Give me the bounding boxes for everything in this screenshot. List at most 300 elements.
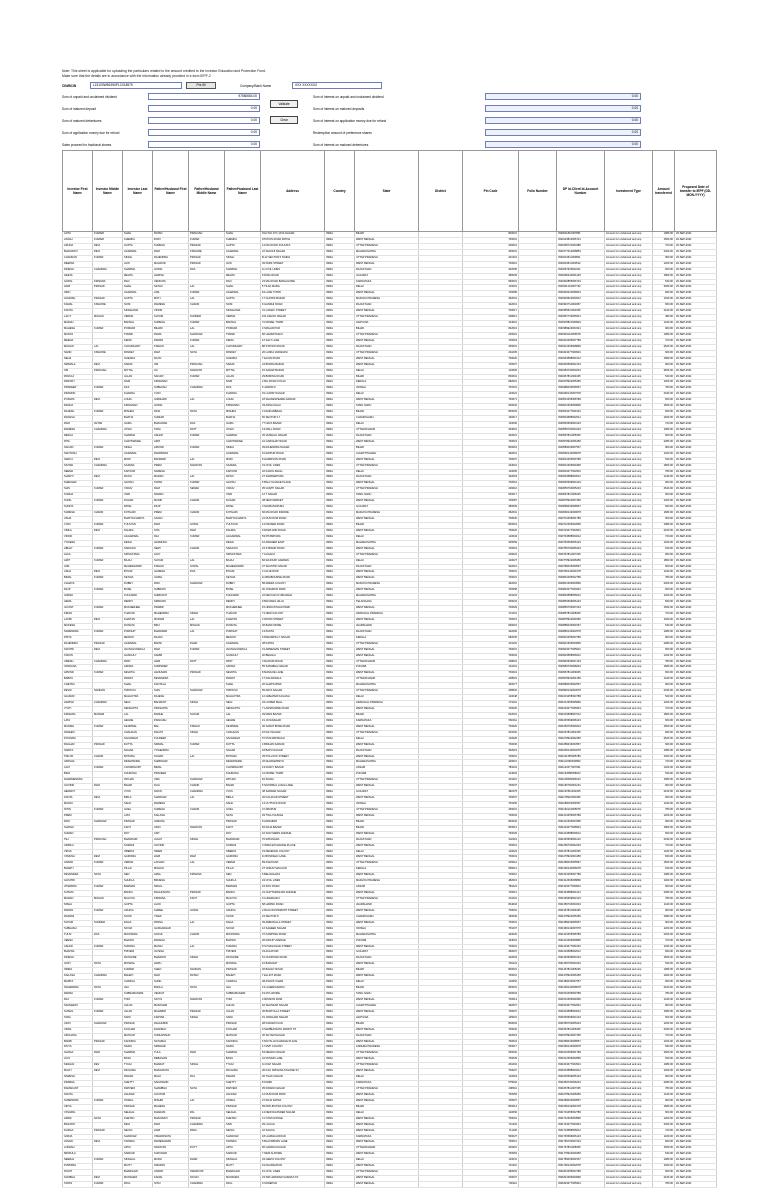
table-cell[interactable]: SHETTY: [225, 1081, 261, 1087]
table-cell[interactable]: IN30290244001245: [557, 273, 605, 279]
table-cell[interactable]: INDIA: [325, 522, 355, 528]
table-cell[interactable]: INDIA: [325, 469, 355, 475]
table-cell[interactable]: 72 MODEL TOWN: [261, 321, 325, 327]
table-cell[interactable]: 452001: [463, 297, 519, 303]
table-cell[interactable]: INDIA: [325, 879, 355, 885]
table-cell[interactable]: Amount for unclaimed and unp: [605, 243, 653, 249]
table-cell[interactable]: 45 AMRATALLA STREET: [261, 920, 325, 926]
table-cell[interactable]: 7 ELLIOT ROAD: [261, 974, 325, 980]
table-cell[interactable]: BHAGIRATH: [153, 1069, 189, 1075]
table-cell[interactable]: 1800.00: [653, 712, 675, 718]
table-cell[interactable]: Amount for unclaimed and unp: [605, 1098, 653, 1104]
table-cell[interactable]: 400069: [463, 540, 519, 546]
table-cell[interactable]: ANIL: [153, 291, 189, 297]
table-cell[interactable]: KEJRIWAL: [123, 724, 153, 730]
table-cell[interactable]: IN30678922007456: [557, 499, 605, 505]
table-cell[interactable]: RAMESHWAR: [153, 1140, 189, 1146]
table-cell[interactable]: INDIA: [325, 309, 355, 315]
table-cell[interactable]: Amount for unclaimed and unp: [605, 1087, 653, 1093]
table-cell[interactable]: ODISHA: [355, 926, 419, 932]
table-cell[interactable]: PATHAK: [225, 778, 261, 784]
table-cell[interactable]: Amount for unclaimed and unp: [605, 267, 653, 273]
table-cell[interactable]: Amount for unclaimed and unp: [605, 522, 653, 528]
table-cell[interactable]: WEST BENGAL: [355, 481, 419, 487]
table-cell[interactable]: 2 RAJA WOODMUNT STREET: [261, 908, 325, 914]
table-cell[interactable]: RAJESH: [153, 695, 189, 701]
table-cell[interactable]: IN31190144005678: [557, 807, 605, 813]
table-cell[interactable]: CHOUDHARY: [123, 344, 153, 350]
table-cell[interactable]: BIHAR: [355, 712, 419, 718]
table-cell[interactable]: MAHARASHTRA: [355, 683, 419, 689]
table-cell[interactable]: Amount for unclaimed and unp: [605, 724, 653, 730]
table-cell[interactable]: Amount for unclaimed and unp: [605, 766, 653, 772]
table-cell[interactable]: UTTAR PRADESH: [355, 463, 419, 469]
table-cell[interactable]: INDIA: [325, 790, 355, 796]
table-cell[interactable]: CHAND: [189, 784, 225, 790]
table-cell[interactable]: AJITA: [63, 232, 93, 238]
table-cell[interactable]: 1920.00: [653, 416, 675, 422]
table-cell[interactable]: 462016: [463, 582, 519, 588]
table-cell[interactable]: THAKUR: [225, 612, 261, 618]
table-cell[interactable]: IN31656700006234: [557, 1081, 605, 1087]
table-cell[interactable]: RAJASTHAN: [355, 475, 419, 481]
table-cell[interactable]: SAINI: [123, 1015, 153, 1021]
table-cell[interactable]: DUBEY: [123, 582, 153, 588]
table-cell[interactable]: 20-SEP-2021: [675, 1182, 717, 1188]
table-cell[interactable]: 5 BLACKBURN LANE: [261, 1140, 325, 1146]
table-cell[interactable]: KUMAR: [93, 766, 123, 772]
table-cell[interactable]: 20-SEP-2021: [675, 641, 717, 647]
table-cell[interactable]: INDIA: [325, 1170, 355, 1176]
table-cell[interactable]: NAIDU: [225, 1045, 261, 1051]
table-cell[interactable]: KOCHAR: [123, 1027, 153, 1033]
table-cell[interactable]: KULDEEP: [153, 736, 189, 742]
table-cell[interactable]: CHHATTISGARH: [355, 1003, 419, 1009]
table-cell[interactable]: 20-SEP-2021: [675, 463, 717, 469]
table-cell[interactable]: DELHI: [355, 558, 419, 564]
table-cell[interactable]: 20-SEP-2021: [675, 237, 717, 243]
table-cell[interactable]: 20-SEP-2021: [675, 249, 717, 255]
table-cell[interactable]: 2520.00: [653, 736, 675, 742]
table-cell[interactable]: NAIR: [123, 380, 153, 386]
table-cell[interactable]: IN30434588001012: [557, 356, 605, 362]
table-cell[interactable]: SANGEETA: [63, 1003, 93, 1009]
table-cell[interactable]: LAL: [189, 285, 225, 291]
table-cell[interactable]: INDIA: [325, 855, 355, 861]
table-cell[interactable]: KUMAR: [189, 291, 225, 297]
table-cell[interactable]: IN30934588006012: [557, 653, 605, 659]
table-cell[interactable]: SINHA: [123, 445, 153, 451]
table-cell[interactable]: VIMLA: [63, 528, 93, 534]
table-cell[interactable]: Amount for unclaimed and unp: [605, 398, 653, 404]
table-cell[interactable]: NARAYAN: [189, 825, 225, 831]
table-cell[interactable]: 1080.00: [653, 1158, 675, 1164]
table-cell[interactable]: WEST BENGAL: [355, 908, 419, 914]
table-cell[interactable]: 27 SARDARPURA: [261, 475, 325, 481]
table-cell[interactable]: INDIA: [325, 712, 355, 718]
table-cell[interactable]: 8 HARRISON ROAD: [261, 457, 325, 463]
table-cell[interactable]: Amount for unclaimed and unp: [605, 1116, 653, 1122]
table-cell[interactable]: WEST BENGAL: [355, 796, 419, 802]
table-cell[interactable]: 30 JODHPUR PARK: [261, 588, 325, 594]
table-cell[interactable]: VIJAY: [63, 522, 93, 528]
table-cell[interactable]: 1800.00: [653, 463, 675, 469]
table-cell[interactable]: JHUNJHUNWALA: [123, 647, 153, 653]
table-cell[interactable]: 20-SEP-2021: [675, 736, 717, 742]
table-cell[interactable]: 42 KAROL BAGH: [261, 469, 325, 475]
table-cell[interactable]: IN30123810006721: [557, 237, 605, 243]
table-cell[interactable]: IN30534588002012: [557, 416, 605, 422]
table-cell[interactable]: TULSYAN: [225, 522, 261, 528]
table-cell[interactable]: Amount for unclaimed and unp: [605, 742, 653, 748]
table-cell[interactable]: 800001: [463, 374, 519, 380]
table-cell[interactable]: YOGESH: [63, 540, 93, 546]
table-cell[interactable]: 540.00: [653, 772, 675, 778]
table-cell[interactable]: 20-SEP-2021: [675, 718, 717, 724]
table-cell[interactable]: 20-SEP-2021: [675, 873, 717, 879]
table-cell[interactable]: DINESH: [63, 956, 93, 962]
table-cell[interactable]: 840.00: [653, 1045, 675, 1051]
table-cell[interactable]: GANGULY: [225, 653, 261, 659]
table-cell[interactable]: MITTAL: [123, 368, 153, 374]
table-cell[interactable]: 20-SEP-2021: [675, 475, 717, 481]
table-cell[interactable]: MAHARASHTRA: [355, 249, 419, 255]
table-cell[interactable]: LOHIA: [225, 398, 261, 404]
table-cell[interactable]: SUDHA: [63, 493, 93, 499]
table-cell[interactable]: 20-SEP-2021: [675, 380, 717, 386]
table-cell[interactable]: 20-SEP-2021: [675, 617, 717, 623]
table-cell[interactable]: 600.00: [653, 588, 675, 594]
table-cell[interactable]: ASHA: [63, 570, 93, 576]
table-cell[interactable]: IN30355511002345: [557, 309, 605, 315]
table-cell[interactable]: 900.00: [653, 1003, 675, 1009]
table-cell[interactable]: CHANDRA: [93, 267, 123, 273]
table-cell[interactable]: SAXENA: [225, 463, 261, 469]
table-cell[interactable]: KOTHARI: [123, 511, 153, 517]
table-cell[interactable]: JALAN: [225, 374, 261, 380]
table-cell[interactable]: NARAYAN: [189, 368, 225, 374]
table-cell[interactable]: 110001: [463, 285, 519, 291]
table-cell[interactable]: DAS: [123, 386, 153, 392]
table-cell[interactable]: 20-SEP-2021: [675, 1128, 717, 1134]
table-cell[interactable]: 25 POLLOCK STREET: [261, 754, 325, 760]
table-cell[interactable]: HARI: [153, 1128, 189, 1134]
table-cell[interactable]: KEJRIWAL: [225, 724, 261, 730]
table-cell[interactable]: DUTTA: [123, 742, 153, 748]
table-cell[interactable]: INDIA: [325, 861, 355, 867]
table-cell[interactable]: 812001: [463, 712, 519, 718]
table-cell[interactable]: 20-SEP-2021: [675, 1045, 717, 1051]
table-cell[interactable]: Amount for unclaimed and unp: [605, 1027, 653, 1033]
table-cell[interactable]: SHASHI: [63, 825, 93, 831]
table-cell[interactable]: PRASAD: [93, 285, 123, 291]
table-cell[interactable]: INDIA: [325, 558, 355, 564]
table-cell[interactable]: Amount for unclaimed and unp: [605, 261, 653, 267]
table-cell[interactable]: 380009: [463, 505, 519, 511]
table-cell[interactable]: DESAI: [225, 540, 261, 546]
table-cell[interactable]: 342003: [463, 475, 519, 481]
table-cell[interactable]: INDIA: [325, 582, 355, 588]
table-cell[interactable]: Amount for unclaimed and unp: [605, 849, 653, 855]
table-cell[interactable]: 20-SEP-2021: [675, 1069, 717, 1075]
table-cell[interactable]: IN31101255005789: [557, 754, 605, 760]
table-cell[interactable]: 780.00: [653, 1087, 675, 1093]
table-cell[interactable]: IN31456700004234: [557, 962, 605, 968]
table-cell[interactable]: RAM: [153, 522, 189, 528]
table-cell[interactable]: WEST BENGAL: [355, 997, 419, 1003]
table-cell[interactable]: Amount for unclaimed and unp: [605, 517, 653, 523]
table-cell[interactable]: IN31389033006567: [557, 920, 605, 926]
table-cell[interactable]: IN31089033003567: [557, 742, 605, 748]
table-cell[interactable]: INDIA: [325, 1051, 355, 1057]
table-cell[interactable]: 25 LILUAH: [261, 1122, 325, 1128]
table-cell[interactable]: 900.00: [653, 481, 675, 487]
table-cell[interactable]: 110005: [463, 469, 519, 475]
table-cell[interactable]: INDIA: [325, 427, 355, 433]
table-cell[interactable]: SUNIL: [153, 980, 189, 986]
table-cell[interactable]: RADHA: [63, 404, 93, 410]
table-cell[interactable]: RITA: [63, 439, 93, 445]
table-cell[interactable]: BAJAJ: [123, 558, 153, 564]
table-cell[interactable]: 160009: [463, 914, 519, 920]
table-cell[interactable]: 700001: [463, 1039, 519, 1045]
table-cell[interactable]: Amount for unclaimed and unp: [605, 534, 653, 540]
table-cell[interactable]: IN30325410008901: [557, 291, 605, 297]
table-cell[interactable]: CHATTERJEE: [225, 439, 261, 445]
table-cell[interactable]: 66 MG ROAD INDORE: [261, 511, 325, 517]
table-cell[interactable]: Amount for unclaimed and unp: [605, 653, 653, 659]
table-cell[interactable]: BIHAR: [355, 374, 419, 380]
table-cell[interactable]: Amount for unclaimed and unp: [605, 956, 653, 962]
table-cell[interactable]: 720.00: [653, 534, 675, 540]
table-cell[interactable]: 143001: [463, 938, 519, 944]
table-cell[interactable]: KUMAR: [93, 410, 123, 416]
table-cell[interactable]: 1920.00: [653, 617, 675, 623]
table-cell[interactable]: INDIA: [325, 623, 355, 629]
table-cell[interactable]: 20-SEP-2021: [675, 629, 717, 635]
table-cell[interactable]: KUMAR: [93, 499, 123, 505]
table-cell[interactable]: KARTAR: [153, 1015, 189, 1021]
table-cell[interactable]: UTTAR PRADESH: [355, 487, 419, 493]
table-cell[interactable]: AVTAR: [93, 422, 123, 428]
table-cell[interactable]: INDIA: [325, 766, 355, 772]
table-cell[interactable]: NATH: [189, 410, 225, 416]
table-cell[interactable]: DAS: [189, 267, 225, 273]
table-cell[interactable]: IN30689033008567: [557, 505, 605, 511]
table-cell[interactable]: 2280.00: [653, 641, 675, 647]
table-cell[interactable]: INDIA: [325, 689, 355, 695]
table-cell[interactable]: CHANDAN: [63, 255, 93, 261]
table-cell[interactable]: 492007: [463, 1003, 519, 1009]
table-cell[interactable]: Amount for unclaimed and unp: [605, 493, 653, 499]
table-cell[interactable]: INDIA: [325, 986, 355, 992]
table-cell[interactable]: LAL: [189, 629, 225, 635]
table-cell[interactable]: NEGI: [225, 701, 261, 707]
table-cell[interactable]: IN30578922006456: [557, 439, 605, 445]
table-cell[interactable]: INDIA: [325, 1081, 355, 1087]
table-cell[interactable]: INDIA: [325, 374, 355, 380]
table-cell[interactable]: SINGHAL: [123, 1158, 153, 1164]
table-cell[interactable]: IN31589033008567: [557, 1039, 605, 1045]
table-cell[interactable]: 20-SEP-2021: [675, 920, 717, 926]
table-cell[interactable]: 600.00: [653, 1015, 675, 1021]
table-cell[interactable]: Amount for unclaimed and unp: [605, 1045, 653, 1051]
table-cell[interactable]: 20-SEP-2021: [675, 243, 717, 249]
table-cell[interactable]: IN31323477009901: [557, 885, 605, 891]
table-cell[interactable]: CHHATTISGARH: [355, 451, 419, 457]
table-cell[interactable]: 23 DEFENCE COLONY: [261, 849, 325, 855]
table-cell[interactable]: INDIA: [325, 748, 355, 754]
table-cell[interactable]: PILLAI: [123, 867, 153, 873]
table-cell[interactable]: PRASAD: [225, 968, 261, 974]
table-cell[interactable]: IN31212366007890: [557, 819, 605, 825]
table-cell[interactable]: 77 NAYA BAZAR: [261, 422, 325, 428]
table-cell[interactable]: 700007: [463, 362, 519, 368]
table-cell[interactable]: SANTOSH: [63, 451, 93, 457]
table-cell[interactable]: KUMAR: [93, 255, 123, 261]
table-cell[interactable]: 20-SEP-2021: [675, 505, 717, 511]
table-cell[interactable]: 20-SEP-2021: [675, 315, 717, 321]
table-cell[interactable]: 7 NEW ALIPORE: [261, 1152, 325, 1158]
table-cell[interactable]: TRIVEDI: [123, 950, 153, 956]
table-cell[interactable]: Amount for unclaimed and unp: [605, 338, 653, 344]
table-cell[interactable]: 28 KATRA: [261, 641, 325, 647]
table-cell[interactable]: 20-SEP-2021: [675, 1057, 717, 1063]
table-cell[interactable]: KEDIA: [123, 338, 153, 344]
table-cell[interactable]: IN30545699003123: [557, 422, 605, 428]
table-cell[interactable]: OM: [153, 362, 189, 368]
table-cell[interactable]: Amount for unclaimed and unp: [605, 736, 653, 742]
table-cell[interactable]: MITTAL: [225, 368, 261, 374]
table-cell[interactable]: TELANGANA: [355, 600, 419, 606]
table-cell[interactable]: DUBEY: [225, 582, 261, 588]
table-cell[interactable]: Amount for unclaimed and unp: [605, 511, 653, 517]
table-cell[interactable]: 20-SEP-2021: [675, 451, 717, 457]
table-cell[interactable]: 700020: [463, 1027, 519, 1033]
table-cell[interactable]: GARODIA: [123, 855, 153, 861]
table-cell[interactable]: 171001: [463, 612, 519, 618]
table-cell[interactable]: 20-SEP-2021: [675, 1134, 717, 1140]
table-cell[interactable]: IN31645699005123: [557, 1075, 605, 1081]
table-cell[interactable]: 20-SEP-2021: [675, 255, 717, 261]
table-cell[interactable]: BHOLA: [153, 986, 189, 992]
table-cell[interactable]: 1440.00: [653, 677, 675, 683]
table-cell[interactable]: SEN: [123, 873, 153, 879]
table-cell[interactable]: 160017: [463, 416, 519, 422]
table-cell[interactable]: 48 ASHOK VIHAR: [261, 980, 325, 986]
table-cell[interactable]: 840.00: [653, 855, 675, 861]
table-cell[interactable]: 49 MAIN BAZAR: [261, 712, 325, 718]
table-cell[interactable]: BIHAR: [355, 819, 419, 825]
table-cell[interactable]: 20-SEP-2021: [675, 748, 717, 754]
table-cell[interactable]: GOKUL: [153, 932, 189, 938]
table-cell[interactable]: MONDAL: [123, 962, 153, 968]
table-cell[interactable]: Amount for unclaimed and unp: [605, 1057, 653, 1063]
table-cell[interactable]: IN31556700005234: [557, 1021, 605, 1027]
table-cell[interactable]: DATT: [189, 427, 225, 433]
table-cell[interactable]: 3600.00: [653, 368, 675, 374]
table-cell[interactable]: DHAR: [189, 1158, 225, 1164]
table-cell[interactable]: 24 SECTOR 8: [261, 914, 325, 920]
table-cell[interactable]: Amount for unclaimed and unp: [605, 255, 653, 261]
table-cell[interactable]: AMAL: [153, 873, 189, 879]
table-cell[interactable]: HARISH: [153, 273, 189, 279]
table-cell[interactable]: 1680.00: [653, 665, 675, 671]
table-cell[interactable]: 21 DUM DUM ROAD: [261, 517, 325, 523]
table-cell[interactable]: SEN: [225, 873, 261, 879]
table-cell[interactable]: 20-SEP-2021: [675, 540, 717, 546]
table-cell[interactable]: JHARKHAND: [355, 623, 419, 629]
table-cell[interactable]: NAVEEN: [63, 730, 93, 736]
table-cell[interactable]: DEVI: [93, 249, 123, 255]
table-cell[interactable]: KISHORE: [93, 350, 123, 356]
table-cell[interactable]: INDIA: [325, 701, 355, 707]
table-cell[interactable]: BRIJ: [153, 623, 189, 629]
table-cell[interactable]: 700001: [463, 754, 519, 760]
table-cell[interactable]: PRASAD: [189, 891, 225, 897]
table-cell[interactable]: Amount for unclaimed and unp: [605, 1081, 653, 1087]
table-cell[interactable]: 20-SEP-2021: [675, 261, 717, 267]
table-cell[interactable]: 382475: [463, 790, 519, 796]
table-cell[interactable]: URMILA: [63, 843, 93, 849]
table-cell[interactable]: GOUTAM: [153, 1092, 189, 1098]
table-cell[interactable]: 700029: [463, 1057, 519, 1063]
table-cell[interactable]: 411004: [463, 594, 519, 600]
table-cell[interactable]: 780.00: [653, 469, 675, 475]
table-cell[interactable]: PODDAR: [225, 327, 261, 333]
table-cell[interactable]: Amount for unclaimed and unp: [605, 772, 653, 778]
table-cell[interactable]: KHEMKA: [225, 237, 261, 243]
table-cell[interactable]: BHARGAVA: [123, 1170, 153, 1176]
table-cell[interactable]: INDIA: [325, 534, 355, 540]
table-cell[interactable]: GOPI: [63, 962, 93, 968]
table-cell[interactable]: ANAND: [153, 1170, 189, 1176]
table-cell[interactable]: VERMA: [225, 861, 261, 867]
table-cell[interactable]: RAMA: [153, 332, 189, 338]
table-cell[interactable]: SARAOGI: [225, 546, 261, 552]
table-cell[interactable]: HALDAR: [225, 1092, 261, 1098]
table-cell[interactable]: 660.00: [653, 885, 675, 891]
table-cell[interactable]: 781001: [463, 766, 519, 772]
table-cell[interactable]: IN31245699001123: [557, 837, 605, 843]
table-cell[interactable]: UDAY: [153, 825, 189, 831]
table-cell[interactable]: 20-SEP-2021: [675, 659, 717, 665]
table-cell[interactable]: 9 SODEPUR: [261, 1182, 325, 1188]
table-cell[interactable]: 390007: [463, 950, 519, 956]
table-cell[interactable]: 840.00: [653, 730, 675, 736]
table-cell[interactable]: 1320.00: [653, 1134, 675, 1140]
table-cell[interactable]: MUNDHRA: [225, 1176, 261, 1182]
table-cell[interactable]: PRASAD: [93, 1039, 123, 1045]
table-cell[interactable]: DAS: [189, 570, 225, 576]
table-cell[interactable]: INDIA: [325, 321, 355, 327]
table-cell[interactable]: 15 JAWAHAR NAGAR: [261, 1015, 325, 1021]
table-cell[interactable]: MURLI: [153, 1158, 189, 1164]
table-cell[interactable]: WEST BENGAL: [355, 576, 419, 582]
table-cell[interactable]: RAM: [93, 784, 123, 790]
table-cell[interactable]: 20-SEP-2021: [675, 522, 717, 528]
table-cell[interactable]: 800001: [463, 522, 519, 528]
table-cell[interactable]: INDIA: [325, 588, 355, 594]
table-cell[interactable]: Amount for unclaimed and unp: [605, 760, 653, 766]
table-cell[interactable]: MAHESHWARI: [225, 564, 261, 570]
table-cell[interactable]: LOKESH: [63, 1146, 93, 1152]
table-cell[interactable]: 20-SEP-2021: [675, 867, 717, 873]
table-cell[interactable]: BHANDARI: [225, 837, 261, 843]
table-cell[interactable]: INDIA: [325, 481, 355, 487]
table-cell[interactable]: INDIA: [325, 1140, 355, 1146]
table-cell[interactable]: JHARKHAND: [355, 902, 419, 908]
